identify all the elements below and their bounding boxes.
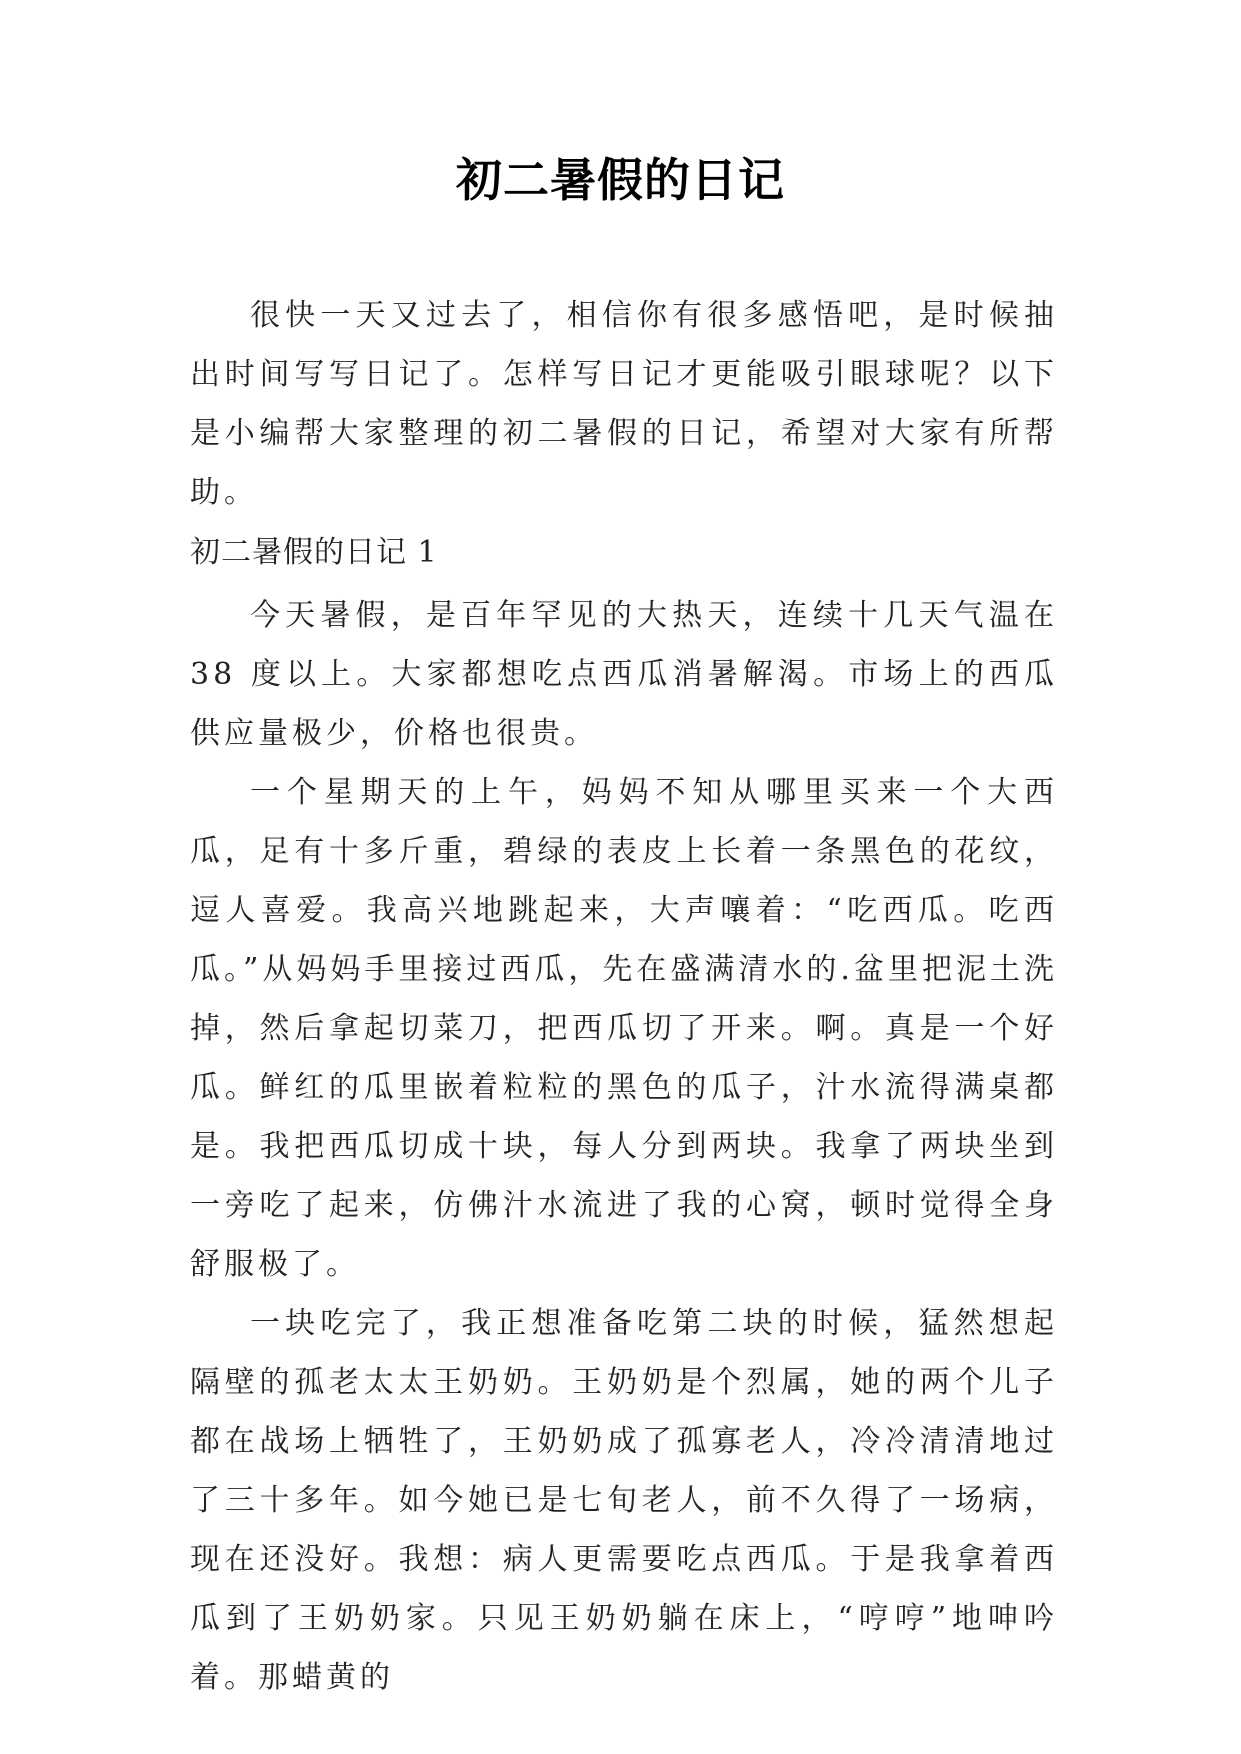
diary-section xyxy=(190,523,1058,1707)
intro-paragraph: 很快一天又过去了，相信你有很多感悟吧，是时候抽出时间写写日记了。怎样写日记才更能吸引眼球呢？以下是小编帮大家整理的初二暑假的日记，希望对大家有所帮助。 xyxy=(190,298,1058,510)
section-title: 初二暑假的日记 1 xyxy=(190,535,438,570)
paragraph: 今天暑假，是百年罕见的大热天，连续十几天气温在 38 度以上。大家都想吃点西瓜消暑解渴。市场上的西瓜供应量极少，价格也很贵。 xyxy=(190,598,1058,751)
paragraph: 一个星期天的上午，妈妈不知从哪里买来一个大西瓜，足有十多斤重，碧绿的表皮上长着一条黑色的花纹，逗人喜爱。我高兴地跳起来，大声嚷着：“吃西瓜。吃西瓜。”从妈妈手里接过西瓜，先在盛满清水的.盆里把泥土洗掉，然后拿起切菜刀，把西瓜切了开来。啊。真是一个好瓜。鲜红的瓜里嵌着粒粒的黑色的瓜子，汁水流得满桌都是。我把西瓜切成十块，每人分到两块。我拿了两块坐到一旁吃了起来，仿佛汁水流进了我的心窝，顿时觉得全身舒服极了。 xyxy=(190,775,1058,1282)
document-title: 初二暑假的日记 xyxy=(456,153,785,207)
paragraph: 一块吃完了，我正想准备吃第二块的时候，猛然想起隔壁的孤老太太王奶奶。王奶奶是个烈属，她的两个儿子都在战场上牺牲了，王奶奶成了孤寡老人，冷冷清清地过了三十多年。如今她已是七旬老人，前不久得了一场病，现在还没好。我想：病人更需要吃点西瓜。于是我拿着西瓜到了王奶奶家。只见王奶奶躺在床上，“哼哼”地呻吟着。那蜡黄的 xyxy=(190,1306,1058,1695)
intro-block xyxy=(190,286,1058,522)
